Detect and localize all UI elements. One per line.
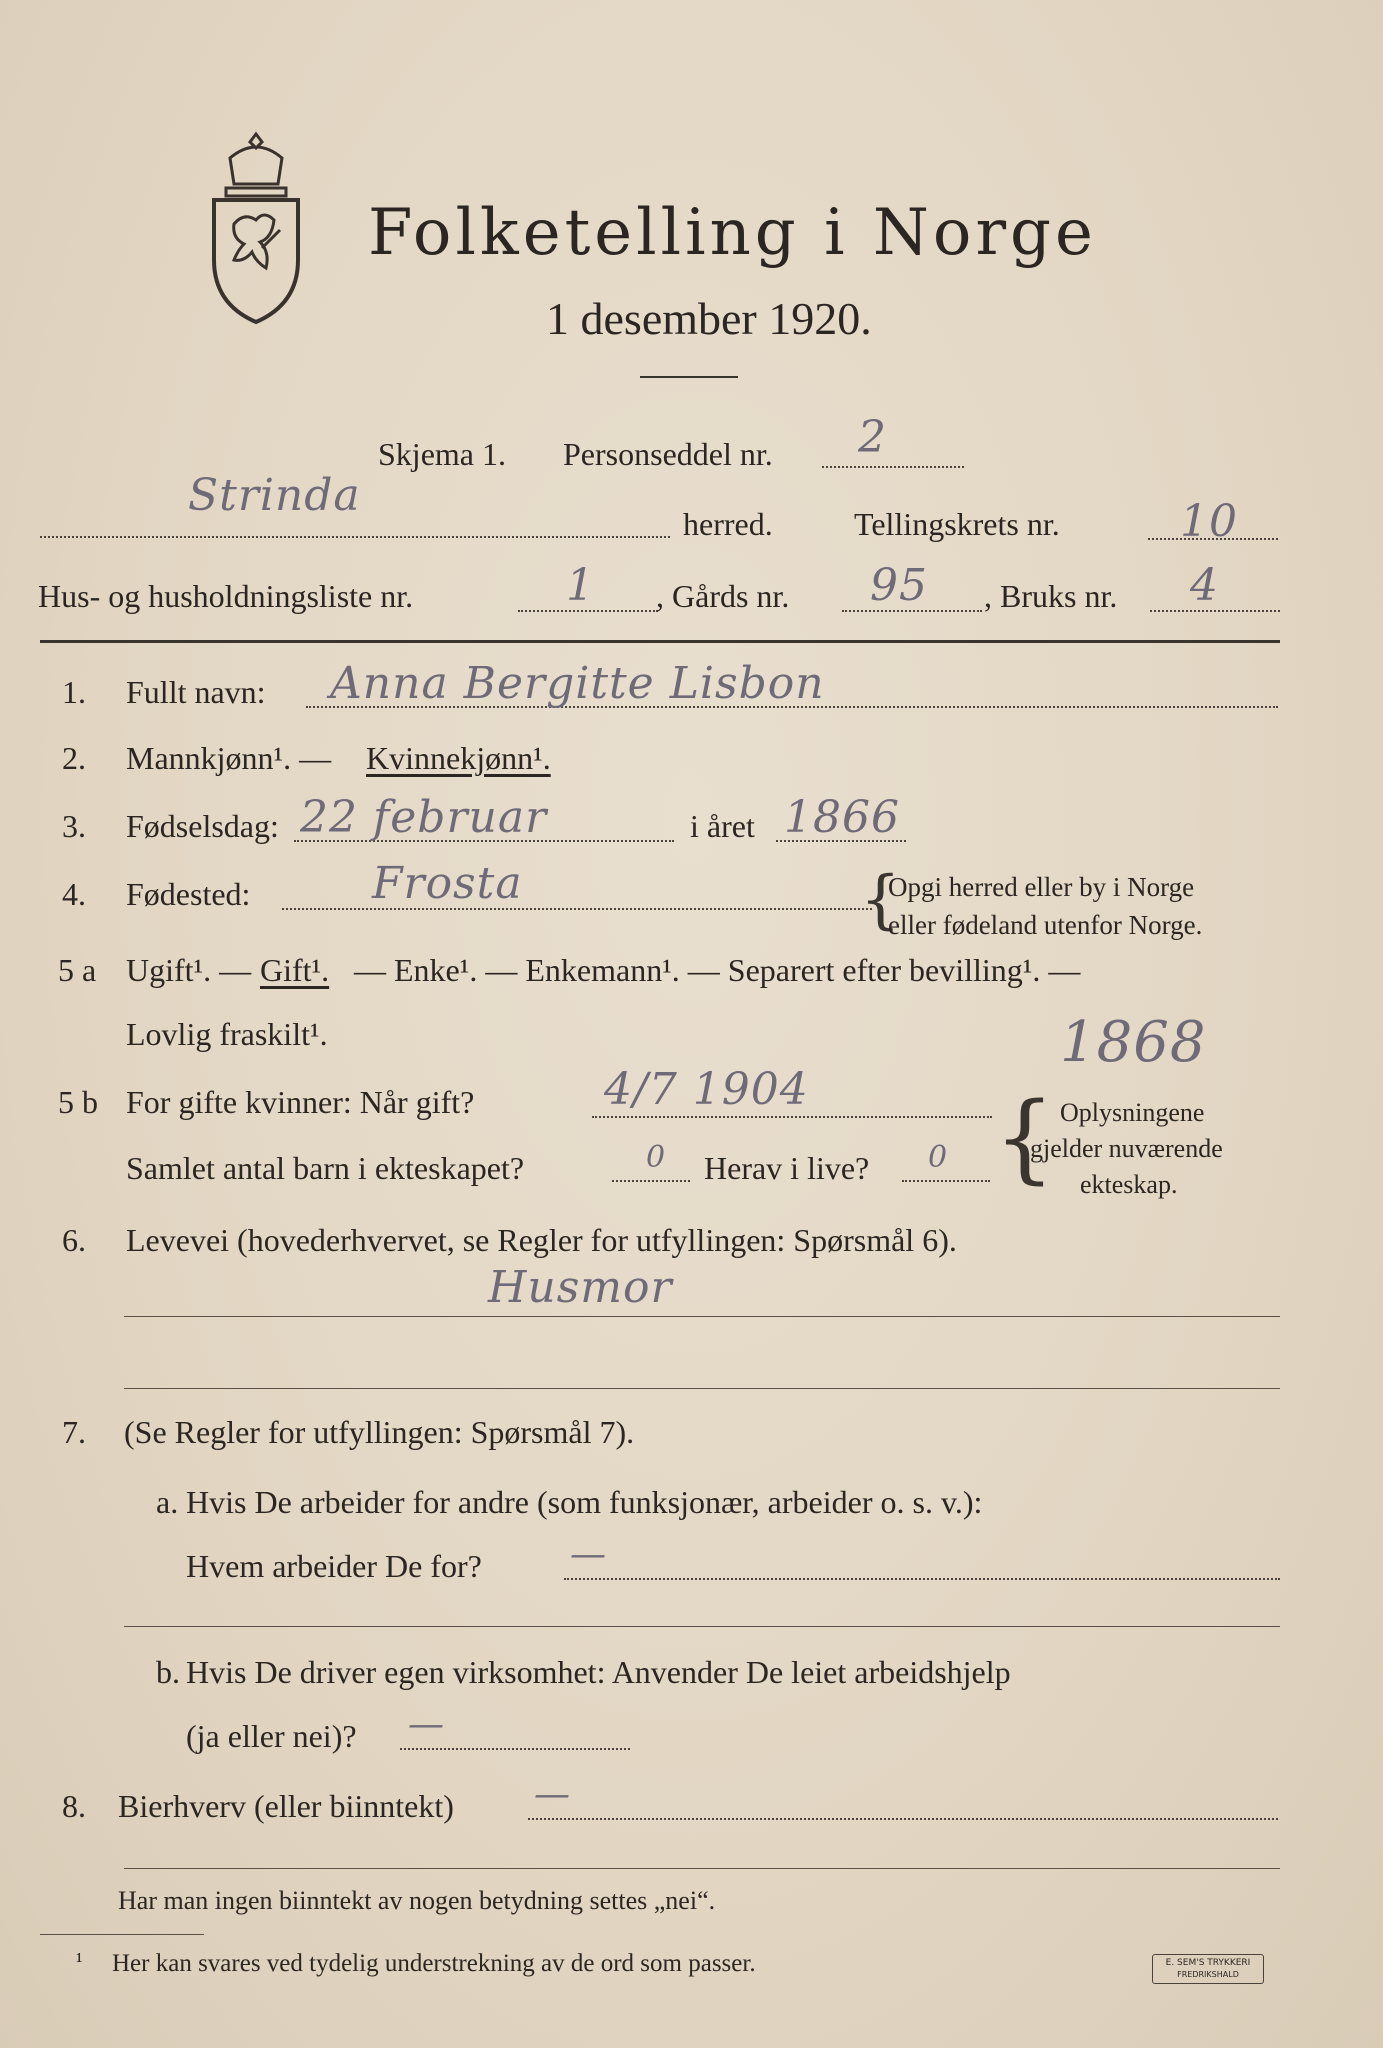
personseddel-line (822, 466, 964, 468)
header-divider (40, 640, 1280, 643)
q8-label: Bierhverv (eller biinntekt) (118, 1788, 454, 1824)
q1-label: Fullt navn: (126, 674, 266, 710)
q8-note: Har man ingen biinntekt av nogen betydning settes „nei“. (118, 1886, 716, 1915)
q6-line-2 (124, 1388, 1280, 1389)
q7a-answer-line (564, 1578, 1280, 1580)
q5a-annotation[interactable]: 1868 (1060, 1010, 1207, 1075)
q5a-line2: Lovlig fraskilt¹. (126, 1016, 328, 1052)
q5b-number: 5 b (58, 1084, 98, 1120)
q5b-alive-line (902, 1180, 990, 1182)
q7a-value[interactable]: — (570, 1534, 607, 1575)
q5b-note-2: gjelder nuværende (1030, 1134, 1223, 1163)
bruks-label: , Bruks nr. (984, 578, 1118, 614)
q7b-text: Hvis De driver egen virksomhet: Anvender De leiet arbeidshjelp (186, 1654, 1011, 1690)
q5b-children-label: Samlet antal barn i ekteskapet? (126, 1150, 525, 1186)
herred-line (40, 536, 670, 538)
q3-year-label: i året (690, 808, 755, 844)
bruks-value[interactable]: 4 (1190, 560, 1219, 611)
q2-male: Mannkjønn¹. — (126, 740, 332, 776)
hus-label: Hus- og husholdningsliste nr. (38, 578, 414, 614)
q5a-number: 5 a (58, 952, 97, 988)
q5a-gift: Gift¹. (260, 952, 330, 988)
footnote-divider (40, 1934, 204, 1935)
q7b-question: (ja eller nei)? (186, 1718, 357, 1754)
q4-brace: { (860, 863, 901, 937)
q7a-extra-line (124, 1626, 1280, 1627)
herred-label: herred. (683, 506, 773, 542)
personseddel-label: Personseddel nr. (563, 436, 773, 472)
title-divider (640, 376, 738, 378)
q5b-married-line (592, 1116, 992, 1118)
q7b-answer-line (400, 1748, 630, 1750)
q5b-married-value[interactable]: 4/7 1904 (604, 1064, 809, 1115)
q4-note-2: eller fødeland utenfor Norge. (888, 910, 1203, 940)
q6-label: Levevei (hovederhvervet, se Regler for utfyllingen: Spørsmål 6). (126, 1222, 957, 1258)
q1-value[interactable]: Anna Bergitte Lisbon (330, 658, 825, 709)
q8-extra-line (124, 1868, 1280, 1869)
q6-line-1 (124, 1316, 1280, 1317)
q5b-brace: { (994, 1082, 1056, 1194)
form-title: Folketelling i Norge (368, 196, 1097, 270)
personseddel-value[interactable]: 2 (858, 412, 887, 463)
q5b-alive-label: Herav i live? (704, 1150, 870, 1186)
q2-number: 2. (62, 740, 86, 776)
q5b-children-line (612, 1180, 690, 1182)
q4-line (282, 908, 872, 910)
printer-stamp (1152, 1954, 1264, 1984)
q5b-alive-value[interactable]: 0 (928, 1140, 949, 1175)
q2-female: Kvinnekjønn¹. (366, 740, 551, 776)
q1-number: 1. (62, 674, 86, 710)
q7a-question: Hvem arbeider De for? (186, 1548, 482, 1584)
q4-number: 4. (62, 876, 86, 912)
q8-number: 8. (62, 1788, 86, 1824)
q7-label: (Se Regler for utfyllingen: Spørsmål 7). (124, 1414, 635, 1450)
q6-number: 6. (62, 1222, 86, 1258)
norway-coat-of-arms-icon (200, 128, 312, 328)
printer-line-2: FREDRIKSHALD (1177, 1970, 1239, 1979)
q5a-ugift: Ugift¹. — (126, 952, 252, 988)
q3-value[interactable]: 22 februar (300, 792, 548, 843)
q8-value[interactable]: — (534, 1774, 571, 1815)
q7b-value[interactable]: — (408, 1704, 445, 1745)
q5b-label: For gifte kvinner: Når gift? (126, 1084, 475, 1120)
q3-number: 3. (62, 808, 86, 844)
herred-value[interactable]: Strinda (188, 470, 361, 521)
q4-label: Fødested: (126, 876, 251, 912)
footnote-mark: ¹ (76, 1948, 83, 1973)
q5b-children-value[interactable]: 0 (646, 1140, 667, 1175)
q3-label: Fødselsdag: (126, 808, 279, 844)
q8-answer-line (528, 1818, 1278, 1820)
q6-value[interactable]: Husmor (488, 1262, 673, 1313)
printer-line-1: E. SEM'S TRYKKERI (1165, 1958, 1251, 1968)
q5b-note-1: Oplysningene (1060, 1098, 1205, 1127)
tellingskrets-label: Tellingskrets nr. (854, 506, 1060, 542)
skjema-label: Skjema 1. (378, 436, 506, 472)
q5a-rest: — Enke¹. — Enkemann¹. — Separert efter bevilling¹. — (354, 952, 1081, 988)
hus-value[interactable]: 1 (566, 560, 595, 611)
tellingskrets-value[interactable]: 10 (1180, 496, 1238, 547)
q4-value[interactable]: Frosta (372, 858, 523, 909)
footnote-text: Her kan svares ved tydelig understrekning av de ord som passer. (112, 1950, 756, 1977)
q4-note-1: Opgi herred eller by i Norge (888, 872, 1195, 902)
q7a-letter: a. (156, 1484, 179, 1520)
q7b-letter: b. (156, 1654, 180, 1690)
q7a-text: Hvis De arbeider for andre (som funksjonær, arbeider o. s. v.): (186, 1484, 983, 1520)
q3-year-value[interactable]: 1866 (784, 792, 900, 843)
q5b-note-3: ekteskap. (1080, 1170, 1178, 1199)
gards-label: , Gårds nr. (656, 578, 790, 614)
gards-value[interactable]: 95 (870, 560, 928, 611)
form-date: 1 desember 1920. (546, 293, 872, 344)
q7-number: 7. (62, 1414, 86, 1450)
